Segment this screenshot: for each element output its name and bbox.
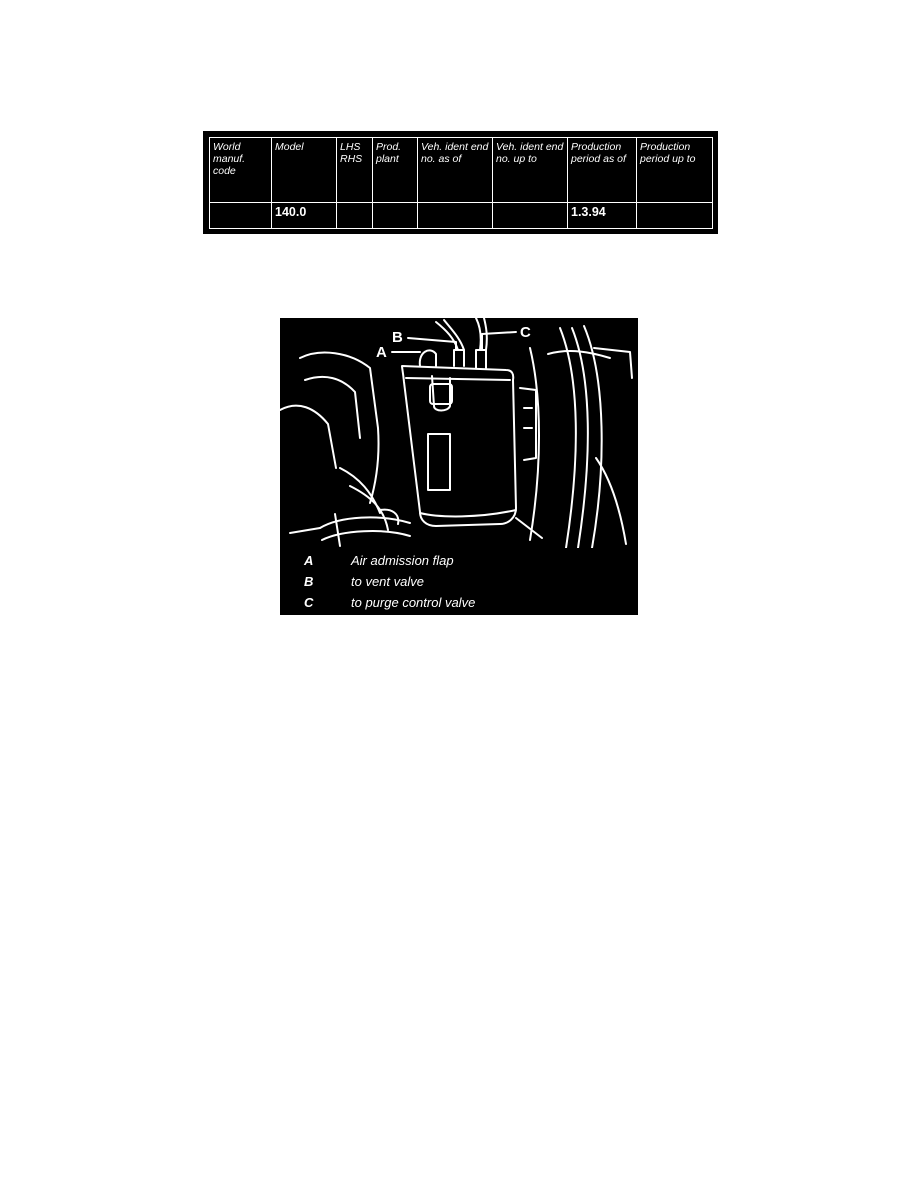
table-cell [373,203,418,229]
header-cell: Veh. ident end no. as of [418,138,493,203]
table-cell [418,203,493,229]
table-cell [637,203,713,229]
legend-key: A [304,553,314,568]
header-cell: Production period up to [637,138,713,203]
header-cell: Model [272,138,337,203]
header-cell: Prod. plant [373,138,418,203]
header-cell: Veh. ident end no. up to [493,138,568,203]
table-header-row [210,138,713,203]
table-row [210,203,713,229]
legend-text: to vent valve [351,574,424,589]
table-cell [337,203,373,229]
header-cell: LHS RHS [337,138,373,203]
legend-item [304,550,624,571]
canister-drawing [280,318,638,548]
spec-table-container [203,131,718,234]
header-cell: World manuf. code [210,138,272,203]
legend-text: Air admission flap [351,553,454,568]
table-cell [493,203,568,229]
callout-b: B [392,329,403,346]
canister-illustration [280,318,638,615]
table-cell: 140.0 [272,203,337,229]
legend-item [304,592,624,613]
figure-legend [304,550,624,613]
callout-a: A [376,344,387,361]
table-cell [210,203,272,229]
spec-table [209,137,713,229]
legend-text: to purge control valve [351,595,476,610]
table-cell: 1.3.94 [568,203,637,229]
legend-key: C [304,595,314,610]
callout-c: C [520,324,531,341]
legend-key: B [304,574,314,589]
header-cell: Production period as of [568,138,637,203]
legend-item [304,571,624,592]
